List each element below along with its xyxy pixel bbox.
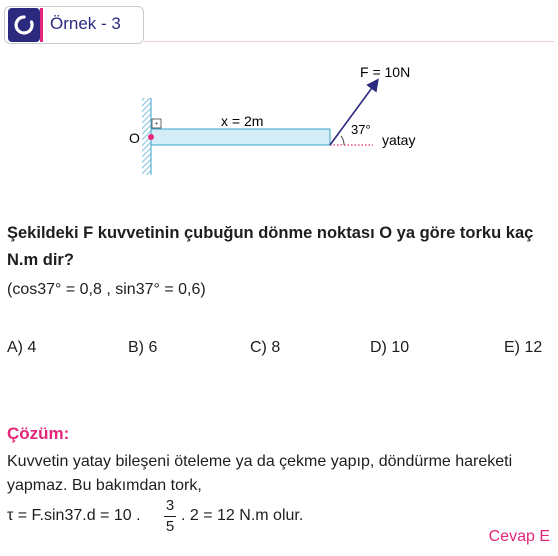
header-accent-bar [40,8,43,42]
option-value: 4 [27,339,37,356]
option-value: 12 [524,339,543,356]
example-badge [8,8,40,42]
pivot-label: O [129,130,140,146]
header-divider [144,41,554,42]
force-label: F = 10N [360,64,411,80]
ring-icon [14,15,34,35]
option-value: 6 [148,339,158,356]
option-value: 8 [271,339,281,356]
torque-diagram [0,55,558,185]
option-value: 10 [391,339,410,356]
pivot-point [148,134,154,140]
option-letter: B) [128,339,144,356]
angle-label: 37° [351,122,371,137]
fraction [164,497,176,536]
solution-paragraph: Kuvvetin yatay bileşeni öteleme ya da çekme yapıp, döndürme hareketi yapmaz. Bu bakımdan tork, [7,453,513,494]
option-e[interactable] [504,339,542,357]
right-angle-dot [156,123,158,125]
horizontal-label: yatay [382,132,416,148]
solution-title: Çözüm: [7,424,70,443]
answer-label: Cevap E [488,528,550,545]
angle-arc [341,136,344,145]
option-letter: C) [250,339,267,356]
option-b[interactable] [128,339,157,357]
equation-right: . 2 = 12 N.m olur. [181,507,304,524]
given-values: (cos37° = 0,8 , sin37° = 0,6) [7,281,206,298]
rod [151,129,330,145]
question-text: Şekildeki F kuvvetinin çubuğun dönme noktası O ya göre torku kaç N.m dir? [7,224,534,269]
option-a[interactable] [7,339,36,357]
fraction-numerator: 3 [165,497,175,514]
distance-label: x = 2m [221,113,264,129]
option-d[interactable] [370,339,409,357]
equation-left: τ = F.sin37.d = 10 . [7,507,141,524]
example-title: Örnek - 3 [50,14,121,33]
option-letter: E) [504,339,520,356]
option-c[interactable] [250,339,280,357]
fraction-denominator: 5 [165,518,175,535]
option-letter: D) [370,339,387,356]
fraction-bar [164,516,176,517]
option-letter: A) [7,339,23,356]
